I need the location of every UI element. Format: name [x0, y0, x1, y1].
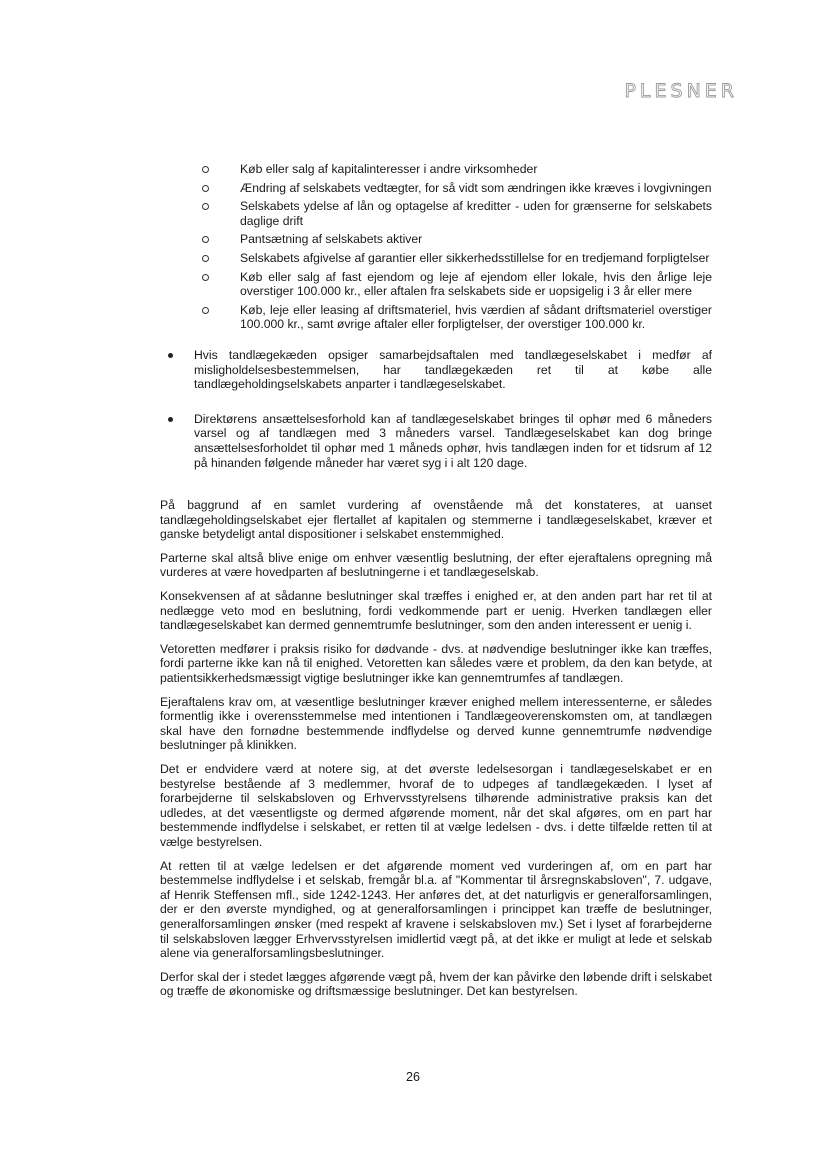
bullet-icon: [168, 417, 173, 422]
paragraph: Derfor skal der i stedet lægges afgørende vægt på, hvem der kan påvirke den løbende drift i selskabet og træffe de økonomiske og driftsmæssige beslutninger. Det kan bestyrelsen.: [160, 969, 712, 999]
circle-bullet-icon: [202, 185, 209, 192]
circle-bullet-icon: [202, 274, 209, 281]
logo-text: PLESNER: [624, 80, 738, 102]
list-item: Ændring af selskabets vedtægter, for så vidt som ændringen ikke kræves i lovgivningen: [160, 181, 712, 196]
circle-bullet-icon: [202, 307, 209, 314]
paragraph: Vetoretten medfører i praksis risiko for dødvande - dvs. at nødvendige beslutninger ikke kan træffes, fordi parterne ikke kan nå til enighed. Vetoretten kan således være et problem, da den kan betyde, at patientsikkerhedsmæssigt vigtige beslutninger ikke kan gennemtrumfes af tandlægen.: [160, 641, 712, 686]
paragraph: På baggrund af en samlet vurdering af ovenstående må det konstateres, at uanset tandlægeholdingselskabet ejer flertallet af kapitalen og stemmerne i tandlægeselskabet, kræver et ganske betydeligt antal dispositioner i selskabet enstemmighed.: [160, 498, 712, 542]
paragraph: Konsekvensen af at sådanne beslutninger skal træffes i enighed er, at den anden part har ret til at nedlægge veto mod en beslutning, fordi vedkommende part er uenig. Hverken tandlægen eller tandlægeselskabet kan dermed gennemtrumfe beslutninger, som den anden interessent er uenig i.: [160, 589, 712, 633]
list-item: Direktørens ansættelsesforhold kan af tandlægeselskabet bringes til ophør med 6 måneders varsel og af tandlægen med 3 måneders varsel. Tandlægeselskabet kan dog bringe ansættelsesforholdet til ophør med 1 måneds ophør, hvis tandlægen inden for et tidsrum af 12 på hinanden følgende måneder har været syg i i alt 120 dage.: [160, 412, 712, 470]
circle-bullet-icon: [202, 255, 209, 262]
paragraph: Ejeraftalens krav om, at væsentlige beslutninger kræver enighed mellem interessenterne, er således formentlig ikke i overensstemmelse med intentionen i Tandlægeoverenskomsten om, at tandlægen skal have den fornødne bestemmende indflydelse og derved kunne gennemtrumfe nødvendige beslutninger på klinikken.: [160, 694, 712, 753]
list-item: Køb eller salg af fast ejendom og leje af ejendom eller lokale, hvis den årlige leje overstiger 100.000 kr., eller aftalen fra selskabets side er uopsigelig i 3 år eller mere: [160, 270, 712, 299]
page-number: 26: [406, 1070, 420, 1084]
list-item: Hvis tandlægekæden opsiger samarbejdsaftalen med tandlægeselskabet i medfør af misligholdelsesbestemmelsen, har tandlægekæden ret til at købe alle tandlægeholdingselskabets anparter i tandlægeselskabet.: [160, 348, 712, 392]
list-item: Pantsætning af selskabets aktiver: [160, 232, 712, 247]
list-item: Selskabets afgivelse af garantier eller sikkerhedsstillelse for en tredjemand forpligtelser: [160, 251, 712, 266]
paragraph: Det er endvidere værd at notere sig, at det øverste ledelsesorgan i tandlægeselskabet er en bestyrelse bestående af 3 medlemmer, hvoraf de to udpeges af tandlægekæden. I lyset af forarbejderne til selskabsloven og Erhvervsstyrelsens tilhørende administrative praksis kan det udledes, at det væsentligste og dermed afgørende moment, når det skal afgøres, om en part har bestemmende indflydelse i selskabet, er retten til at vælge ledelsen - dvs. i dette tilfælde retten til at vælge bestyrelsen.: [160, 762, 712, 849]
document-body: [160, 162, 712, 1008]
paragraph: Parterne skal altså blive enige om enhver væsentlig beslutning, der efter ejeraftalens opregning må vurderes at være hovedparten af beslutningerne i et tandlægeselskab.: [160, 550, 712, 580]
bullet-icon: [168, 353, 173, 358]
list-item: Selskabets ydelse af lån og optagelse af kreditter - uden for grænserne for selskabets daglige drift: [160, 199, 712, 228]
circle-bullet-icon: [202, 203, 209, 210]
plesner-logo: [560, 78, 740, 102]
sub-item-list: [160, 162, 712, 332]
plesner-logo-mark: [560, 78, 740, 102]
paragraphs: [160, 498, 712, 999]
list-item: Køb, leje eller leasing af driftsmateriel, hvis værdien af sådant driftsmateriel overstiger 100.000 kr., samt øvrige aftaler eller forpligtelser, der overstiger 100.000 kr.: [160, 303, 712, 332]
paragraph: At retten til at vælge ledelsen er det afgørende moment ved vurderingen af, om en part har bestemmelse indflydelse i et selskab, fremgår bl.a. af "Kommentar til årsregnskabsloven", 7. udgave, af Henrik Steffensen mfl., side 1242-1243. Her anføres det, at det naturligvis er generalforsamlingen, der er den øverste myndighed, og at generalforsamlingen i princippet kan træffe de beslutninger, generalforsamlingen ønsker (med respekt af kravene i selskabsloven mv.) Set i lyset af forarbejderne til selskabsloven lægger Erhvervsstyrelsen imidlertid vægt på, at det ikke er muligt at lede et selskab alene via generalforsamlingsbeslutninger.: [160, 858, 712, 961]
list-item: Køb eller salg af kapitalinteresser i andre virksomheder: [160, 162, 712, 177]
circle-bullet-icon: [202, 166, 209, 173]
bullet-list: [160, 348, 712, 470]
circle-bullet-icon: [202, 236, 209, 243]
